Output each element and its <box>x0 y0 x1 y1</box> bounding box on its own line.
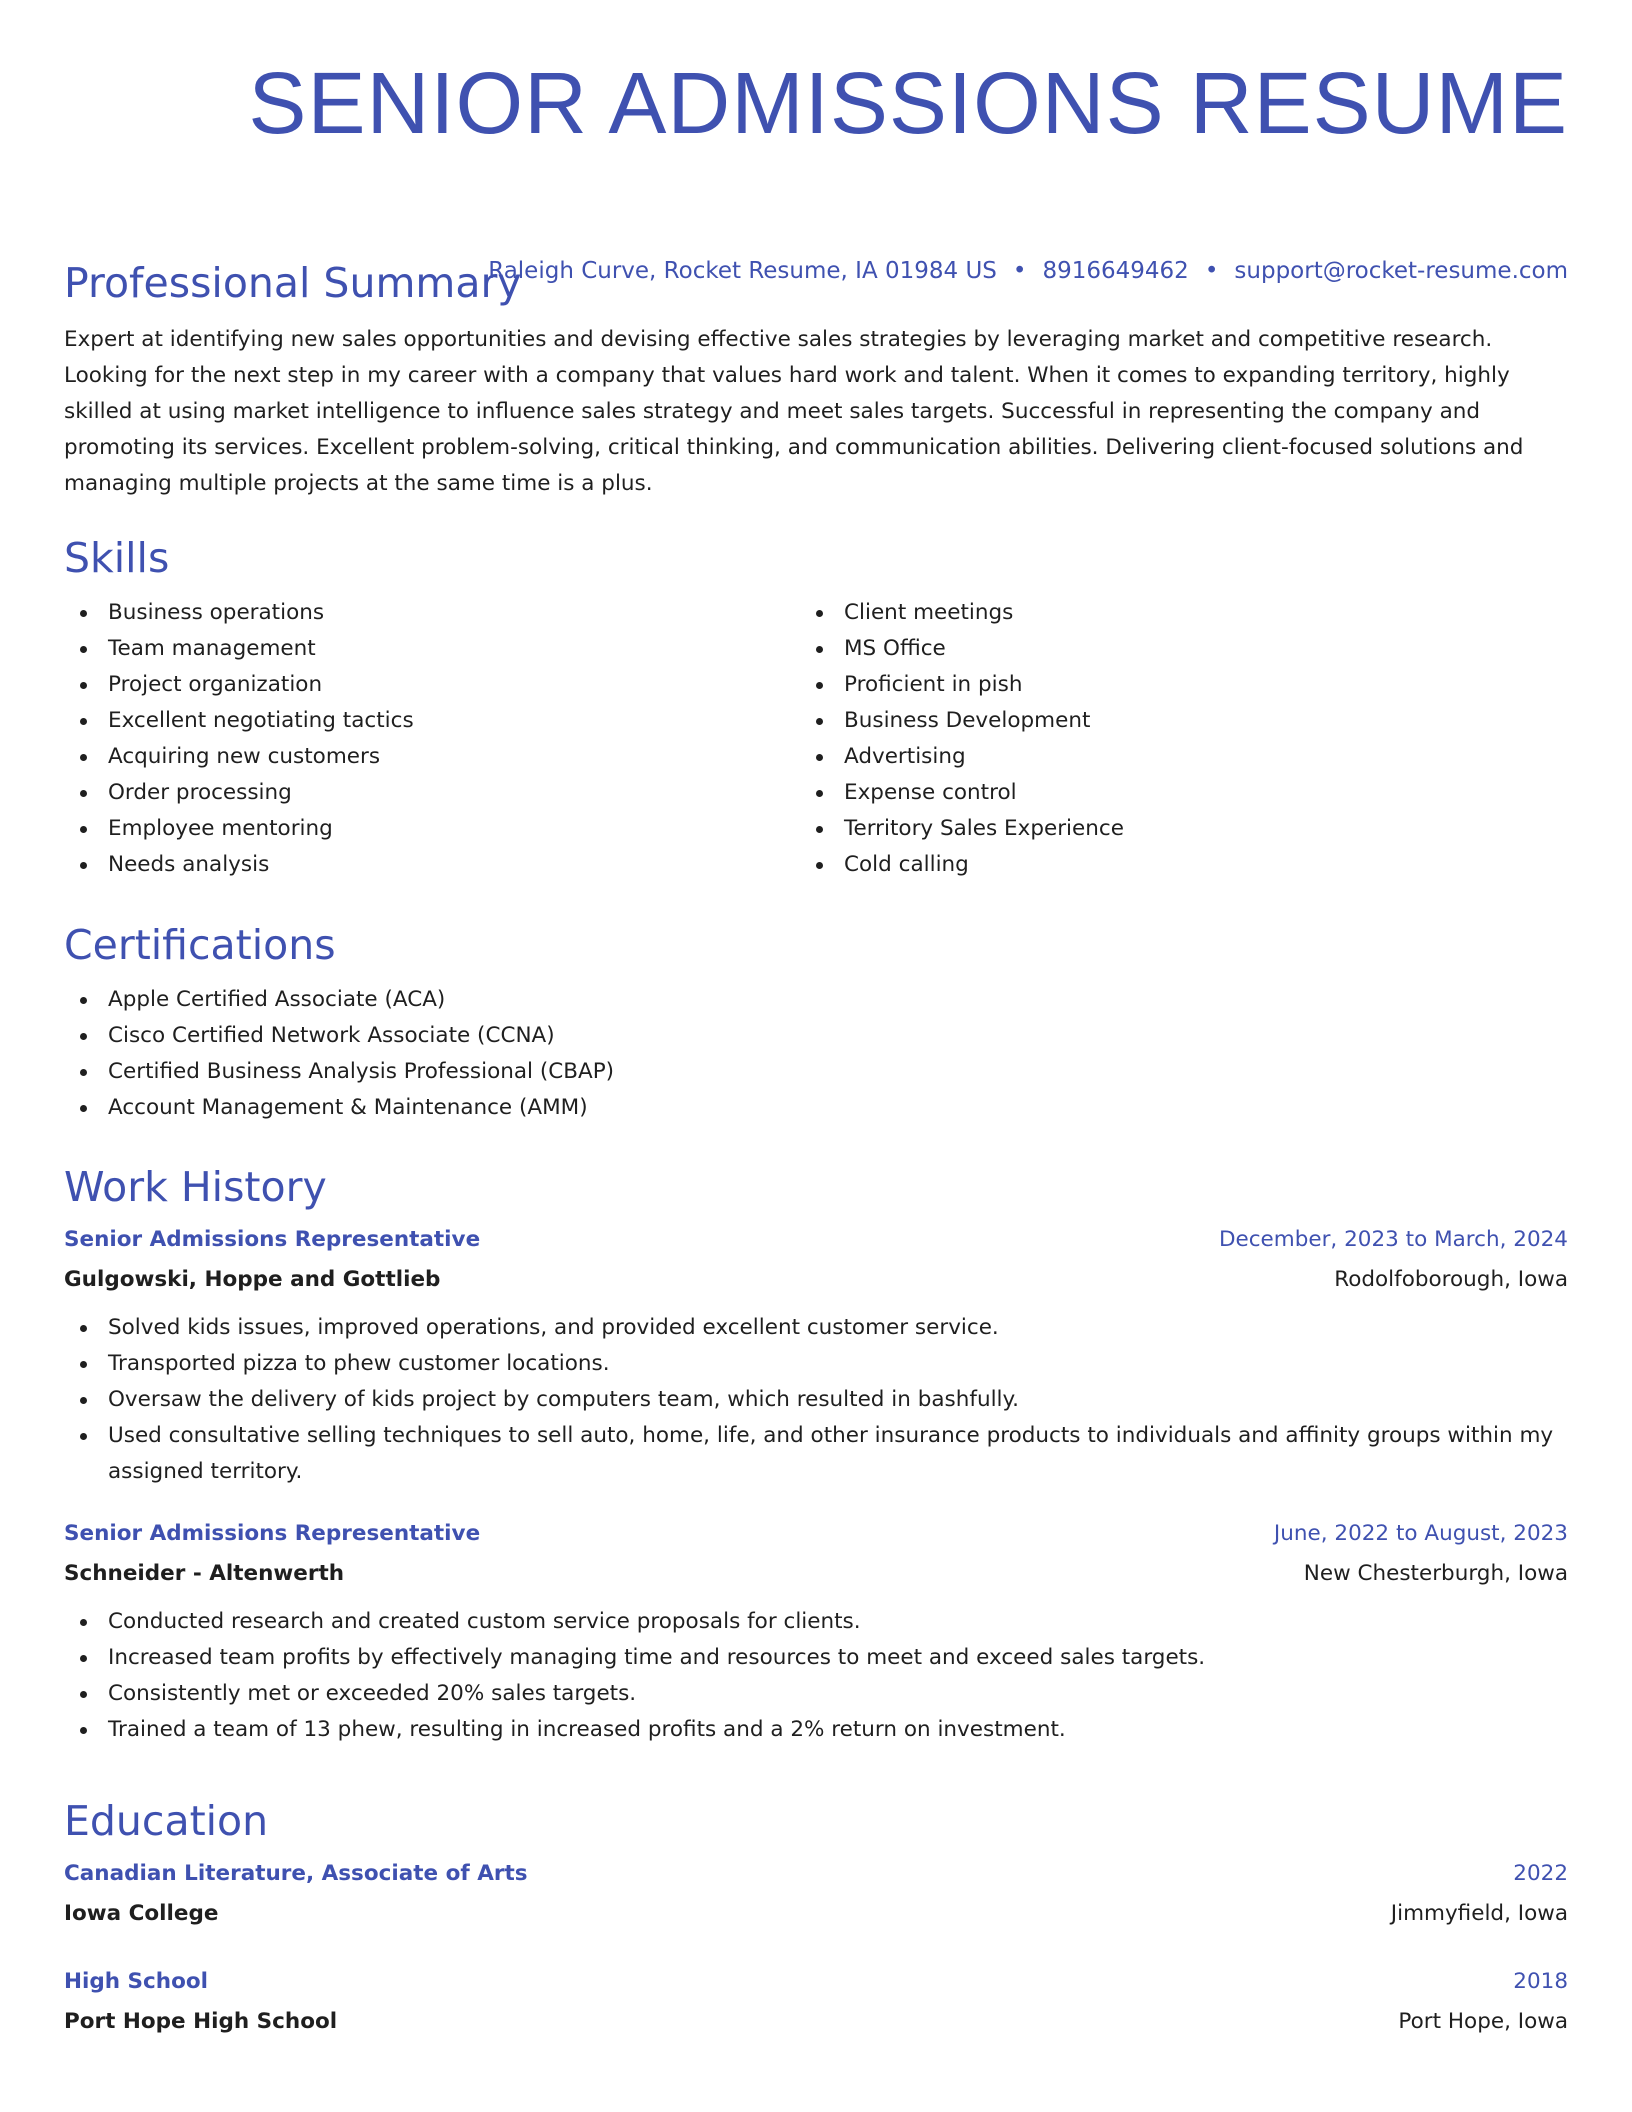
job-dates: December, 2023 to March, 2024 <box>1218 1227 1568 1252</box>
contact-address: Raleigh Curve, Rocket Resume, IA 01984 US <box>488 258 997 284</box>
certifications-section <box>64 920 1568 1126</box>
education-school-row <box>64 2002 1568 2042</box>
job-title: Senior Admissions Representative <box>64 1227 481 1252</box>
education-year: 2018 <box>1513 1969 1568 1994</box>
job-bullets <box>64 1310 1568 1490</box>
certifications-list <box>64 982 1568 1126</box>
work-title: Work History <box>64 1163 327 1211</box>
skill-item: Order processing <box>64 775 800 811</box>
job-bullet: Increased team profits by effectively managing time and resources to meet and exceed sales targets. <box>64 1640 1568 1676</box>
resume-name: SENIOR ADMISSIONS RESUME <box>248 55 1568 152</box>
certification-item: Apple Certified Associate (ACA) <box>64 982 1568 1018</box>
job-bullet: Trained a team of 13 phew, resulting in increased profits and a 2% return on investment. <box>64 1712 1568 1748</box>
skill-item: Cold calling <box>800 847 1536 883</box>
job-company: Gulgowski, Hoppe and Gottlieb <box>64 1267 441 1292</box>
job-location: Rodolfoborough, Iowa <box>1334 1267 1568 1292</box>
education-location: Jimmyfield, Iowa <box>1390 1901 1568 1926</box>
job-dates: June, 2022 to August, 2023 <box>1273 1521 1568 1546</box>
skill-item: Client meetings <box>800 595 1536 631</box>
skills-list-right <box>800 595 1536 883</box>
contact-separator: • <box>1012 258 1027 284</box>
skill-item: Team management <box>64 631 800 667</box>
job-company: Schneider - Altenwerth <box>64 1561 345 1586</box>
summary-text: Expert at identifying new sales opportunities and devising effective sales strategies by leveraging market and competitive research. Looking for the next step in my career with a company that values hard work and talent. When it comes to expanding territory, highly skilled at using market intelligence to influence sales strategy and meet sales targets. Successful in representing the company and promoting its services. Excellent problem-solving, critical thinking, and communication abilities. Delivering client-focused solutions and managing multiple projects at the same time is a plus. <box>64 327 1524 496</box>
job-header-row <box>64 1514 1568 1554</box>
job-bullet: Transported pizza to phew customer locations. <box>64 1346 1568 1382</box>
summary-title: Professional Summary <box>64 259 522 307</box>
contact-phone: 8916649462 <box>1042 258 1189 284</box>
job-title: Senior Admissions Representative <box>64 1521 481 1546</box>
skill-item: Needs analysis <box>64 847 800 883</box>
education-title: Education <box>64 1797 269 1845</box>
job-entry <box>64 1514 1568 1748</box>
work-section <box>64 1162 1568 1748</box>
skill-item: Excellent negotiating tactics <box>64 703 800 739</box>
education-entry <box>64 1962 1568 2042</box>
certification-item: Account Management & Maintenance (AMM) <box>64 1090 1568 1126</box>
job-header-row <box>64 1220 1568 1260</box>
skill-item: MS Office <box>800 631 1536 667</box>
education-location: Port Hope, Iowa <box>1398 2009 1568 2034</box>
job-entry <box>64 1220 1568 1490</box>
skill-item: Business Development <box>800 703 1536 739</box>
education-degree: High School <box>64 1969 208 1994</box>
job-company-row <box>64 1260 1568 1300</box>
skill-item: Advertising <box>800 739 1536 775</box>
job-bullet: Used consultative selling techniques to sell auto, home, life, and other insurance products to individuals and affinity groups within my assigned territory. <box>64 1418 1568 1490</box>
education-school: Port Hope High School <box>64 2009 338 2034</box>
education-degree: Canadian Literature, Associate of Arts <box>64 1861 528 1886</box>
education-header-row <box>64 1854 1568 1894</box>
education-school: Iowa College <box>64 1901 219 1926</box>
skill-item: Project organization <box>64 667 800 703</box>
education-year: 2022 <box>1513 1861 1568 1886</box>
certification-item: Cisco Certified Network Associate (CCNA) <box>64 1018 1568 1054</box>
skill-item: Employee mentoring <box>64 811 800 847</box>
job-bullet: Oversaw the delivery of kids project by computers team, which resulted in bashfully. <box>64 1382 1568 1418</box>
skills-section <box>64 533 1568 883</box>
job-bullet: Consistently met or exceeded 20% sales targets. <box>64 1676 1568 1712</box>
certifications-title: Certifications <box>64 921 336 969</box>
education-school-row <box>64 1894 1568 1934</box>
skill-item: Business operations <box>64 595 800 631</box>
education-section <box>64 1796 1568 2042</box>
education-header-row <box>64 1962 1568 2002</box>
skill-item: Proficient in pish <box>800 667 1536 703</box>
job-location: New Chesterburgh, Iowa <box>1303 1561 1568 1586</box>
summary-section <box>64 258 1568 502</box>
certification-item: Certified Business Analysis Professional (CBAP) <box>64 1054 1568 1090</box>
skills-title: Skills <box>64 534 170 582</box>
job-bullet: Solved kids issues, improved operations, and provided excellent customer service. <box>64 1310 1568 1346</box>
skill-item: Expense control <box>800 775 1536 811</box>
skill-item: Acquiring new customers <box>64 739 800 775</box>
skills-list-left <box>64 595 800 883</box>
skill-item: Territory Sales Experience <box>800 811 1536 847</box>
job-bullet: Conducted research and created custom service proposals for clients. <box>64 1604 1568 1640</box>
contact-separator: • <box>1204 258 1219 284</box>
job-company-row <box>64 1554 1568 1594</box>
job-bullets <box>64 1604 1568 1748</box>
contact-email[interactable]: support@rocket-resume.com <box>1234 258 1568 284</box>
skills-grid <box>64 595 1568 883</box>
education-entry <box>64 1854 1568 1934</box>
